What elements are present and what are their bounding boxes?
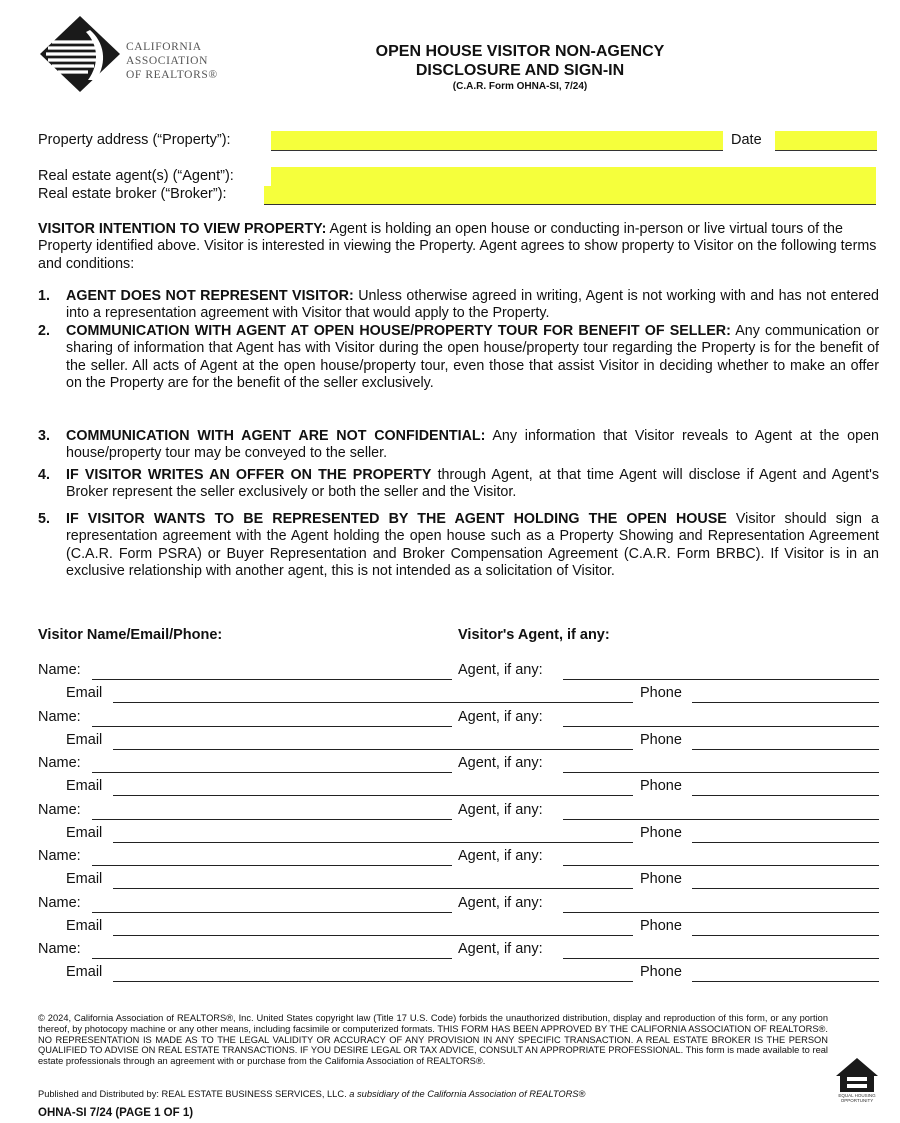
published-subsidiary: a subsidiary of the California Association of REALTORS® bbox=[349, 1089, 586, 1099]
logo-line: OF REALTORS® bbox=[126, 69, 218, 81]
term-text: Any communication or sharing of information that Agent has with Visitor during the open house/property tour regarding the Property is for the benefit of the seller. All acts of Agent at the open house/property tour, even those that assist Visitor in deciding whether to make an offer on the Property are for the benefit of the seller exclusively. bbox=[66, 323, 879, 391]
name-label: Name: bbox=[38, 894, 81, 911]
term-item-2 bbox=[38, 323, 879, 392]
title-line-2: DISCLOSURE AND SIGN-IN bbox=[415, 62, 625, 79]
published-by bbox=[38, 1089, 585, 1099]
agent-if-any-label: Agent, if any: bbox=[458, 662, 543, 678]
visitor-email-line[interactable] bbox=[113, 888, 633, 889]
visitor-agent-line[interactable] bbox=[563, 726, 879, 727]
agent-label: Real estate agent(s) (“Agent”): bbox=[38, 168, 234, 184]
form-title bbox=[300, 42, 740, 94]
term-text: Any information that Visitor reveals to Agent at the open house/property tour may be conveyed to the seller. bbox=[66, 428, 879, 462]
phone-label: Phone bbox=[640, 964, 682, 980]
visitor-email-line[interactable] bbox=[113, 842, 633, 843]
term-text: through Agent, at that time Agent will disclose if Agent and Agent's Broker represent the seller exclusively or both the seller and the Visitor. bbox=[66, 467, 879, 501]
visitor-intention-text: Agent is holding an open house or conducting in-person or live virtual tours of the Property identified above. Visitor is interested in viewing the Property. Agent agrees to show property to Visitor on the following terms and conditions: bbox=[38, 221, 877, 272]
email-label: Email bbox=[66, 778, 103, 794]
broker-label: Real estate broker (“Broker”): bbox=[38, 186, 227, 202]
visitor-phone-line[interactable] bbox=[692, 981, 879, 982]
phone-label: Phone bbox=[640, 778, 682, 794]
date-label: Date bbox=[731, 132, 762, 148]
term-item-4 bbox=[38, 467, 879, 502]
email-label: Email bbox=[66, 917, 103, 934]
name-label: Name: bbox=[38, 662, 81, 678]
term-text: Visitor should sign a representation agreement with the Agent holding the open house such as a Property Showing and Representation Agreement (C.A.R. Form PSRA) or Buyer Representation and Broker Compensation Agreement (C.A.R. Form BRBC). If Visitor is in an exclusive relationship with another agent, this is not intended as a solicitation of Visitor. bbox=[66, 511, 879, 579]
phone-label: Phone bbox=[640, 824, 682, 841]
visitor-phone-line[interactable] bbox=[692, 749, 879, 750]
visitor-agent-line[interactable] bbox=[563, 865, 879, 866]
property-address-field[interactable] bbox=[271, 131, 723, 151]
broker-field[interactable] bbox=[264, 186, 876, 205]
property-address-label: Property address (“Property”): bbox=[38, 132, 231, 148]
term-heading: COMMUNICATION WITH AGENT ARE NOT CONFIDENTIAL: bbox=[66, 428, 486, 444]
email-label: Email bbox=[66, 731, 103, 748]
term-item-3 bbox=[38, 428, 879, 463]
term-text: Unless otherwise agreed in writing, Agent is not working with and has not entered into a representation agreement with Visitor that would apply to the Property. bbox=[66, 288, 879, 322]
visitor-email-line[interactable] bbox=[113, 702, 633, 703]
visitor-name-line[interactable] bbox=[92, 958, 452, 959]
name-label: Name: bbox=[38, 848, 81, 864]
term-heading: IF VISITOR WANTS TO BE REPRESENTED BY THE AGENT HOLDING THE OPEN HOUSE bbox=[66, 511, 727, 527]
term-heading: IF VISITOR WRITES AN OFFER ON THE PROPERTY bbox=[66, 467, 432, 483]
car-logo-icon bbox=[38, 14, 122, 94]
email-label: Email bbox=[66, 964, 103, 980]
term-number: 2. bbox=[38, 323, 50, 339]
visitor-name-line[interactable] bbox=[92, 819, 452, 820]
term-number: 5. bbox=[38, 511, 50, 527]
visitor-name-line[interactable] bbox=[92, 726, 452, 727]
term-number: 4. bbox=[38, 467, 50, 483]
visitor-phone-line[interactable] bbox=[692, 888, 879, 889]
visitor-email-line[interactable] bbox=[113, 981, 633, 982]
term-heading: COMMUNICATION WITH AGENT AT OPEN HOUSE/PROPERTY TOUR FOR BENEFIT OF SELLER: bbox=[66, 323, 731, 339]
agent-if-any-label: Agent, if any: bbox=[458, 755, 543, 771]
name-label: Name: bbox=[38, 708, 81, 725]
visitor-intention-heading: VISITOR INTENTION TO VIEW PROPERTY: bbox=[38, 221, 327, 237]
email-label: Email bbox=[66, 871, 103, 887]
visitor-phone-line[interactable] bbox=[692, 702, 879, 703]
name-label: Name: bbox=[38, 755, 81, 771]
title-line-1: OPEN HOUSE VISITOR NON-AGENCY bbox=[375, 43, 665, 60]
agent-column-heading: Visitor's Agent, if any: bbox=[458, 627, 610, 643]
visitor-email-line[interactable] bbox=[113, 795, 633, 796]
visitor-phone-line[interactable] bbox=[692, 935, 879, 936]
agent-field[interactable] bbox=[271, 167, 876, 187]
visitor-phone-line[interactable] bbox=[692, 842, 879, 843]
phone-label: Phone bbox=[640, 685, 682, 701]
phone-label: Phone bbox=[640, 731, 682, 748]
agent-if-any-label: Agent, if any: bbox=[458, 941, 543, 957]
phone-label: Phone bbox=[640, 871, 682, 887]
term-item-1 bbox=[38, 288, 879, 323]
term-heading: AGENT DOES NOT REPRESENT VISITOR: bbox=[66, 288, 354, 304]
visitor-agent-line[interactable] bbox=[563, 819, 879, 820]
visitor-phone-line[interactable] bbox=[692, 795, 879, 796]
agent-if-any-label: Agent, if any: bbox=[458, 848, 543, 864]
agent-if-any-label: Agent, if any: bbox=[458, 801, 543, 818]
visitor-agent-line[interactable] bbox=[563, 772, 879, 773]
logo-line: ASSOCIATION bbox=[126, 55, 208, 67]
car-logo bbox=[38, 14, 268, 94]
published-text: Published and Distributed by: REAL ESTATE BUSINESS SERVICES, LLC. bbox=[38, 1089, 350, 1099]
copyright-notice: © 2024, California Association of REALTORS®, Inc. United States copyright law (Title 17 U.S. Code) forbids the unauthorized distribution, display and reproduction of this form, or any portion thereof, by photocopy machine or any other means, including facsimile or computerized formats. THIS FORM HAS BEEN APPROVED BY THE CALIFORNIA ASSOCIATION OF REALTORS®. NO REPRESENTATION IS MADE AS TO THE LEGAL VALIDITY OR ACCURACY OF ANY PROVISION IN ANY SPECIFIC TRANSACTION. A REAL ESTATE BROKER IS THE PERSON QUALIFIED TO ADVISE ON REAL ESTATE TRANSACTIONS. IF YOU DESIRE LEGAL OR TAX ADVICE, CONSULT AN APPROPRIATE PROFESSIONAL. This form is made available to real estate professionals through an agreement with or purchase from the California Association of REALTORS®. bbox=[38, 1013, 828, 1067]
form-reference: (C.A.R. Form OHNA-SI, 7/24) bbox=[452, 81, 588, 92]
visitor-agent-line[interactable] bbox=[563, 912, 879, 913]
visitor-name-line[interactable] bbox=[92, 912, 452, 913]
agent-if-any-label: Agent, if any: bbox=[458, 708, 543, 725]
term-number: 1. bbox=[38, 288, 50, 304]
name-label: Name: bbox=[38, 941, 81, 957]
visitor-email-line[interactable] bbox=[113, 749, 633, 750]
email-label: Email bbox=[66, 685, 103, 701]
visitor-name-line[interactable] bbox=[92, 772, 452, 773]
equal-housing-label: EQUAL HOUSING OPPORTUNITY bbox=[838, 1093, 876, 1103]
term-item-5 bbox=[38, 511, 879, 580]
phone-label: Phone bbox=[640, 917, 682, 934]
form-id-footer: OHNA-SI 7/24 (PAGE 1 OF 1) bbox=[38, 1107, 194, 1119]
visitor-agent-line[interactable] bbox=[563, 679, 879, 680]
visitor-intention-paragraph bbox=[38, 221, 879, 273]
visitor-agent-line[interactable] bbox=[563, 958, 879, 959]
agent-if-any-label: Agent, if any: bbox=[458, 894, 543, 911]
visitor-name-line[interactable] bbox=[92, 679, 452, 680]
logo-wordmark bbox=[126, 40, 218, 82]
name-label: Name: bbox=[38, 801, 81, 818]
term-number: 3. bbox=[38, 428, 50, 444]
email-label: Email bbox=[66, 824, 103, 841]
logo-line: CALIFORNIA bbox=[126, 41, 202, 53]
visitor-email-line[interactable] bbox=[113, 935, 633, 936]
visitor-name-line[interactable] bbox=[92, 865, 452, 866]
visitor-column-heading: Visitor Name/Email/Phone: bbox=[38, 627, 223, 643]
date-field[interactable] bbox=[775, 131, 877, 151]
